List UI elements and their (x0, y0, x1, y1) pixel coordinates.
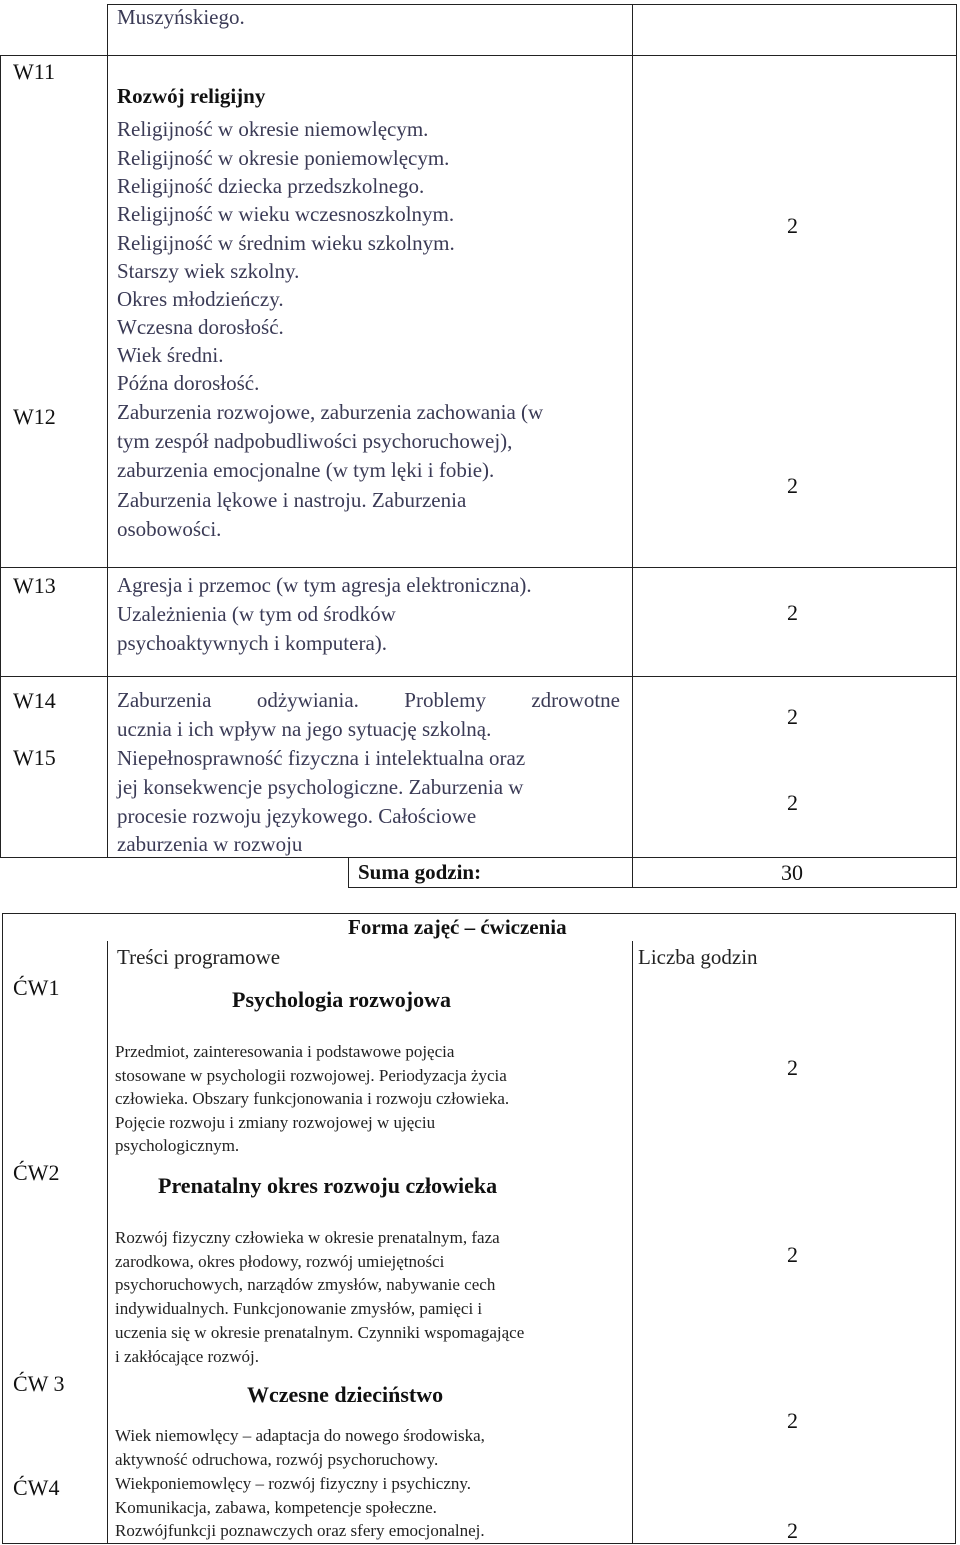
row-code-cw4: ĆW4 (13, 1475, 60, 1500)
row-line: tym zespół nadpobudliwości psychoruchowej), (117, 429, 513, 453)
row-line: zarodkowa, okres płodowy, rozwój umiejętności (115, 1252, 445, 1271)
row-line: osobowości. (117, 517, 222, 541)
row-line: jej konsekwencje psychologiczne. Zaburzenia w (117, 775, 524, 799)
row-line: psychoruchowych, narządów zmysłów, nabywanie cech (115, 1275, 496, 1294)
row-hours-w12: 2 (787, 473, 798, 498)
row-line: aktywność odruchowa, rozwój psychoruchowy. (115, 1450, 439, 1469)
row-line: procesie rozwoju językowego. Całościowe (117, 804, 477, 828)
row-line: i zakłócające rozwój. (115, 1347, 259, 1366)
form-label: Forma zajęć – ćwiczenia (348, 915, 567, 939)
row-line: zaburzenia w rozwoju (117, 832, 303, 856)
row-line: człowieka. Obszary funkcjonowania i rozwoju człowieka. (115, 1089, 510, 1108)
row-line: psychoaktywnych i komputera). (117, 631, 388, 655)
row-line: zaburzenia emocjonalne (w tym lęki i fobie). (117, 458, 495, 482)
row-line: Pojęcie rozwoju i zmiany rozwojowej w ujęciu (115, 1113, 436, 1132)
row-line: Agresja i przemoc (w tym agresja elektroniczna). (117, 573, 532, 597)
row-hours-cw3: 2 (787, 1408, 798, 1433)
row-code-w14: W14 (13, 688, 56, 713)
row-line: Religijność dziecka przedszkolnego. (117, 174, 425, 198)
row-line: Religijność w okresie poniemowlęcym. (117, 146, 450, 170)
row-line: Okres młodzieńczy. (117, 287, 284, 311)
row-line: Niepełnosprawność fizyczna i intelektualna oraz (117, 746, 526, 770)
sum-label: Suma godzin: (358, 860, 482, 884)
row-line: Wiek średni. (117, 343, 224, 367)
row-line: Komunikacja, zabawa, kompetencje społeczne. (115, 1498, 437, 1517)
row-hours-cw2: 2 (787, 1242, 798, 1267)
row-hours-w11: 2 (787, 213, 798, 238)
row-title-w11: Rozwój religijny (117, 84, 266, 108)
row-hours-w15: 2 (787, 790, 798, 815)
row-hours-w14: 2 (787, 704, 798, 729)
row-line: Rozwój fizyczny człowieka w okresie prenatalnym, faza (115, 1228, 500, 1247)
row-title-cw1: Psychologia rozwojowa (232, 987, 451, 1012)
row-line: Religijność w wieku wczesnoszkolnym. (117, 202, 455, 226)
row-line: Przedmiot, zainteresowania i podstawowe pojęcia (115, 1042, 455, 1061)
row-line: Wczesna dorosłość. (117, 315, 284, 339)
row-line: Zaburzenia rozwojowe, zaburzenia zachowania (w (117, 400, 544, 424)
row-code-cw1: ĆW1 (13, 975, 60, 1000)
row-line: Zaburzenia lękowe i nastroju. Zaburzenia (117, 488, 467, 512)
top-continuation-text: Muszyńskiego. (117, 5, 245, 29)
row-line: Wiekponiemowlęcy – rozwój fizyczny i psychiczny. (115, 1474, 472, 1493)
row-hours-w13: 2 (787, 600, 798, 625)
row-hours-cw4: 2 (787, 1518, 798, 1543)
row-line: Starszy wiek szkolny. (117, 259, 300, 283)
row-title-cw2: Prenatalny okres rozwoju człowieka (158, 1173, 498, 1198)
row-line: stosowane w psychologii rozwojowej. Periodyzacja życia (115, 1066, 507, 1085)
row-hours-cw1: 2 (787, 1055, 798, 1080)
col-header-hours: Liczba godzin (638, 945, 758, 969)
row-title-cw3: Wczesne dzieciństwo (247, 1382, 444, 1407)
col-header-content: Treści programowe (117, 945, 281, 969)
row-code-w12: W12 (13, 404, 56, 429)
row-code-w11: W11 (13, 59, 55, 84)
row-line: Rozwójfunkcji poznawczych oraz sfery emocjonalnej. (115, 1521, 485, 1540)
row-code-w15: W15 (13, 745, 56, 770)
row-code-cw3: ĆW 3 (13, 1371, 65, 1396)
row-line: Religijność w średnim wieku szkolnym. (117, 231, 455, 255)
row-line: Późna dorosłość. (117, 371, 260, 395)
row-line: indywidualnych. Funkcjonowanie zmysłów, pamięci i (115, 1299, 483, 1318)
row-line: psychologicznym. (115, 1136, 240, 1155)
row-line: uczenia się w okresie prenatalnym. Czynniki wspomagające (115, 1323, 525, 1342)
row-line: Wiek niemowlęcy – adaptacja do nowego środowiska, (115, 1426, 485, 1445)
row-line: ucznia i ich wpływ na jego sytuację szkolną. (117, 717, 492, 741)
sum-value: 30 (781, 860, 803, 885)
row-code-cw2: ĆW2 (13, 1160, 60, 1185)
row-line: Uzależnienia (w tym od środków (117, 602, 396, 626)
row-line: Zaburzenia odżywiania. Problemy zdrowotne (117, 688, 620, 712)
row-line: Religijność w okresie niemowlęcym. (117, 117, 429, 141)
row-code-w13: W13 (13, 573, 56, 598)
